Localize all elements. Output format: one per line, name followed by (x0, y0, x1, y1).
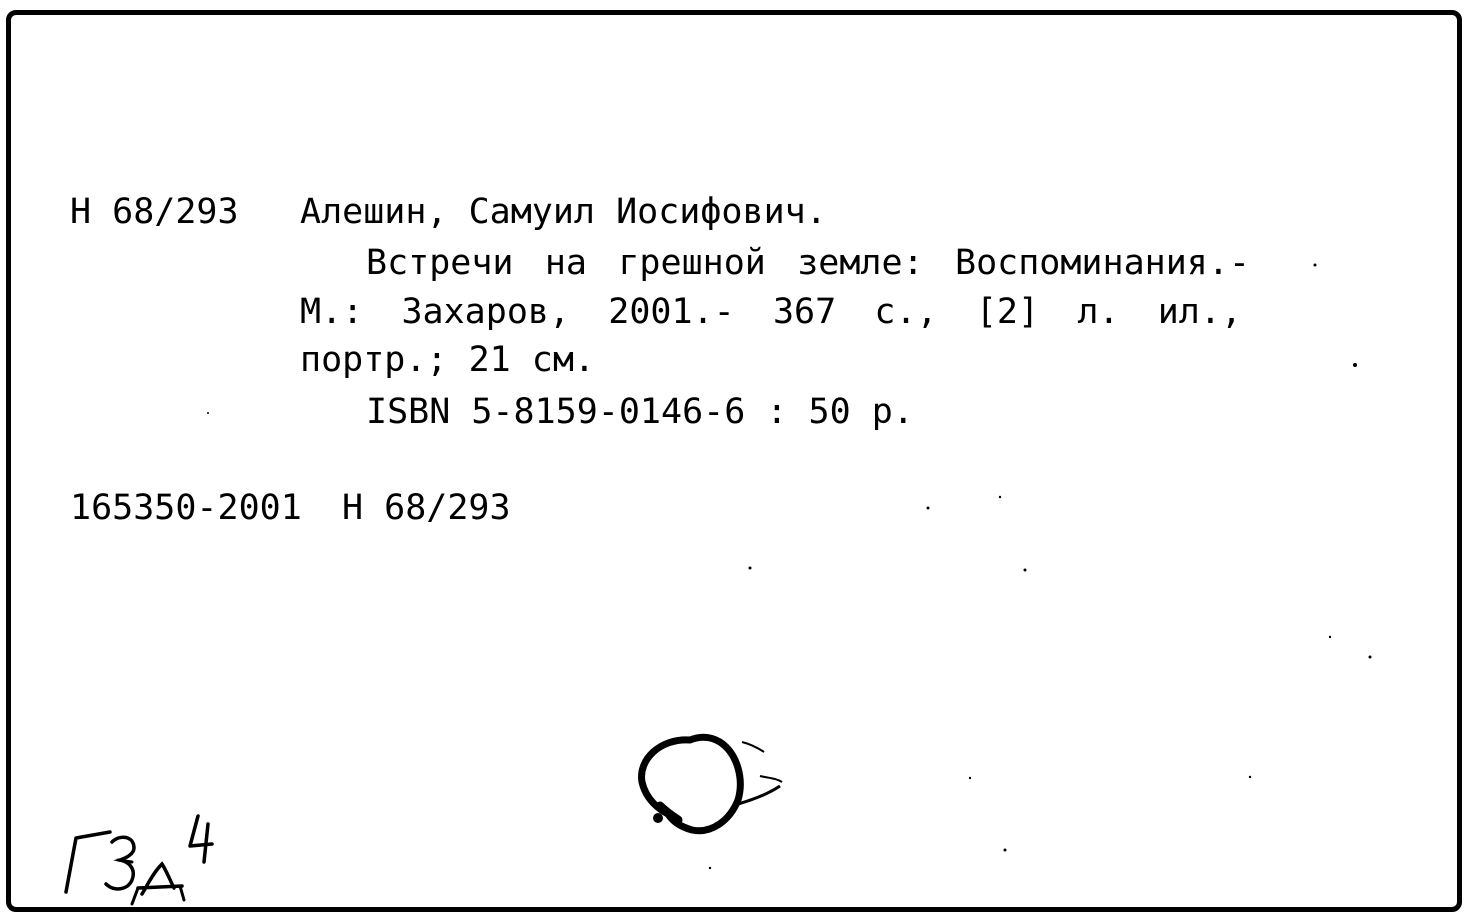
author-heading: Алешин, Самуил Иосифович. (300, 192, 827, 232)
call-number: Н 68/293 (70, 192, 239, 232)
isbn-price: ISBN 5-8159-0146-6 : 50 р. (366, 392, 914, 432)
accession-number: 165350-2001 (70, 488, 302, 528)
imprint-line: М.: Захаров, 2001.- 367 с., [2] л. ил., (300, 292, 1242, 332)
title-line: Встречи на грешной земле: Воспоминания.- (366, 243, 1250, 283)
shelf-mark: Н 68/293 (342, 488, 511, 528)
physical-description: портр.; 21 см. (300, 340, 596, 380)
